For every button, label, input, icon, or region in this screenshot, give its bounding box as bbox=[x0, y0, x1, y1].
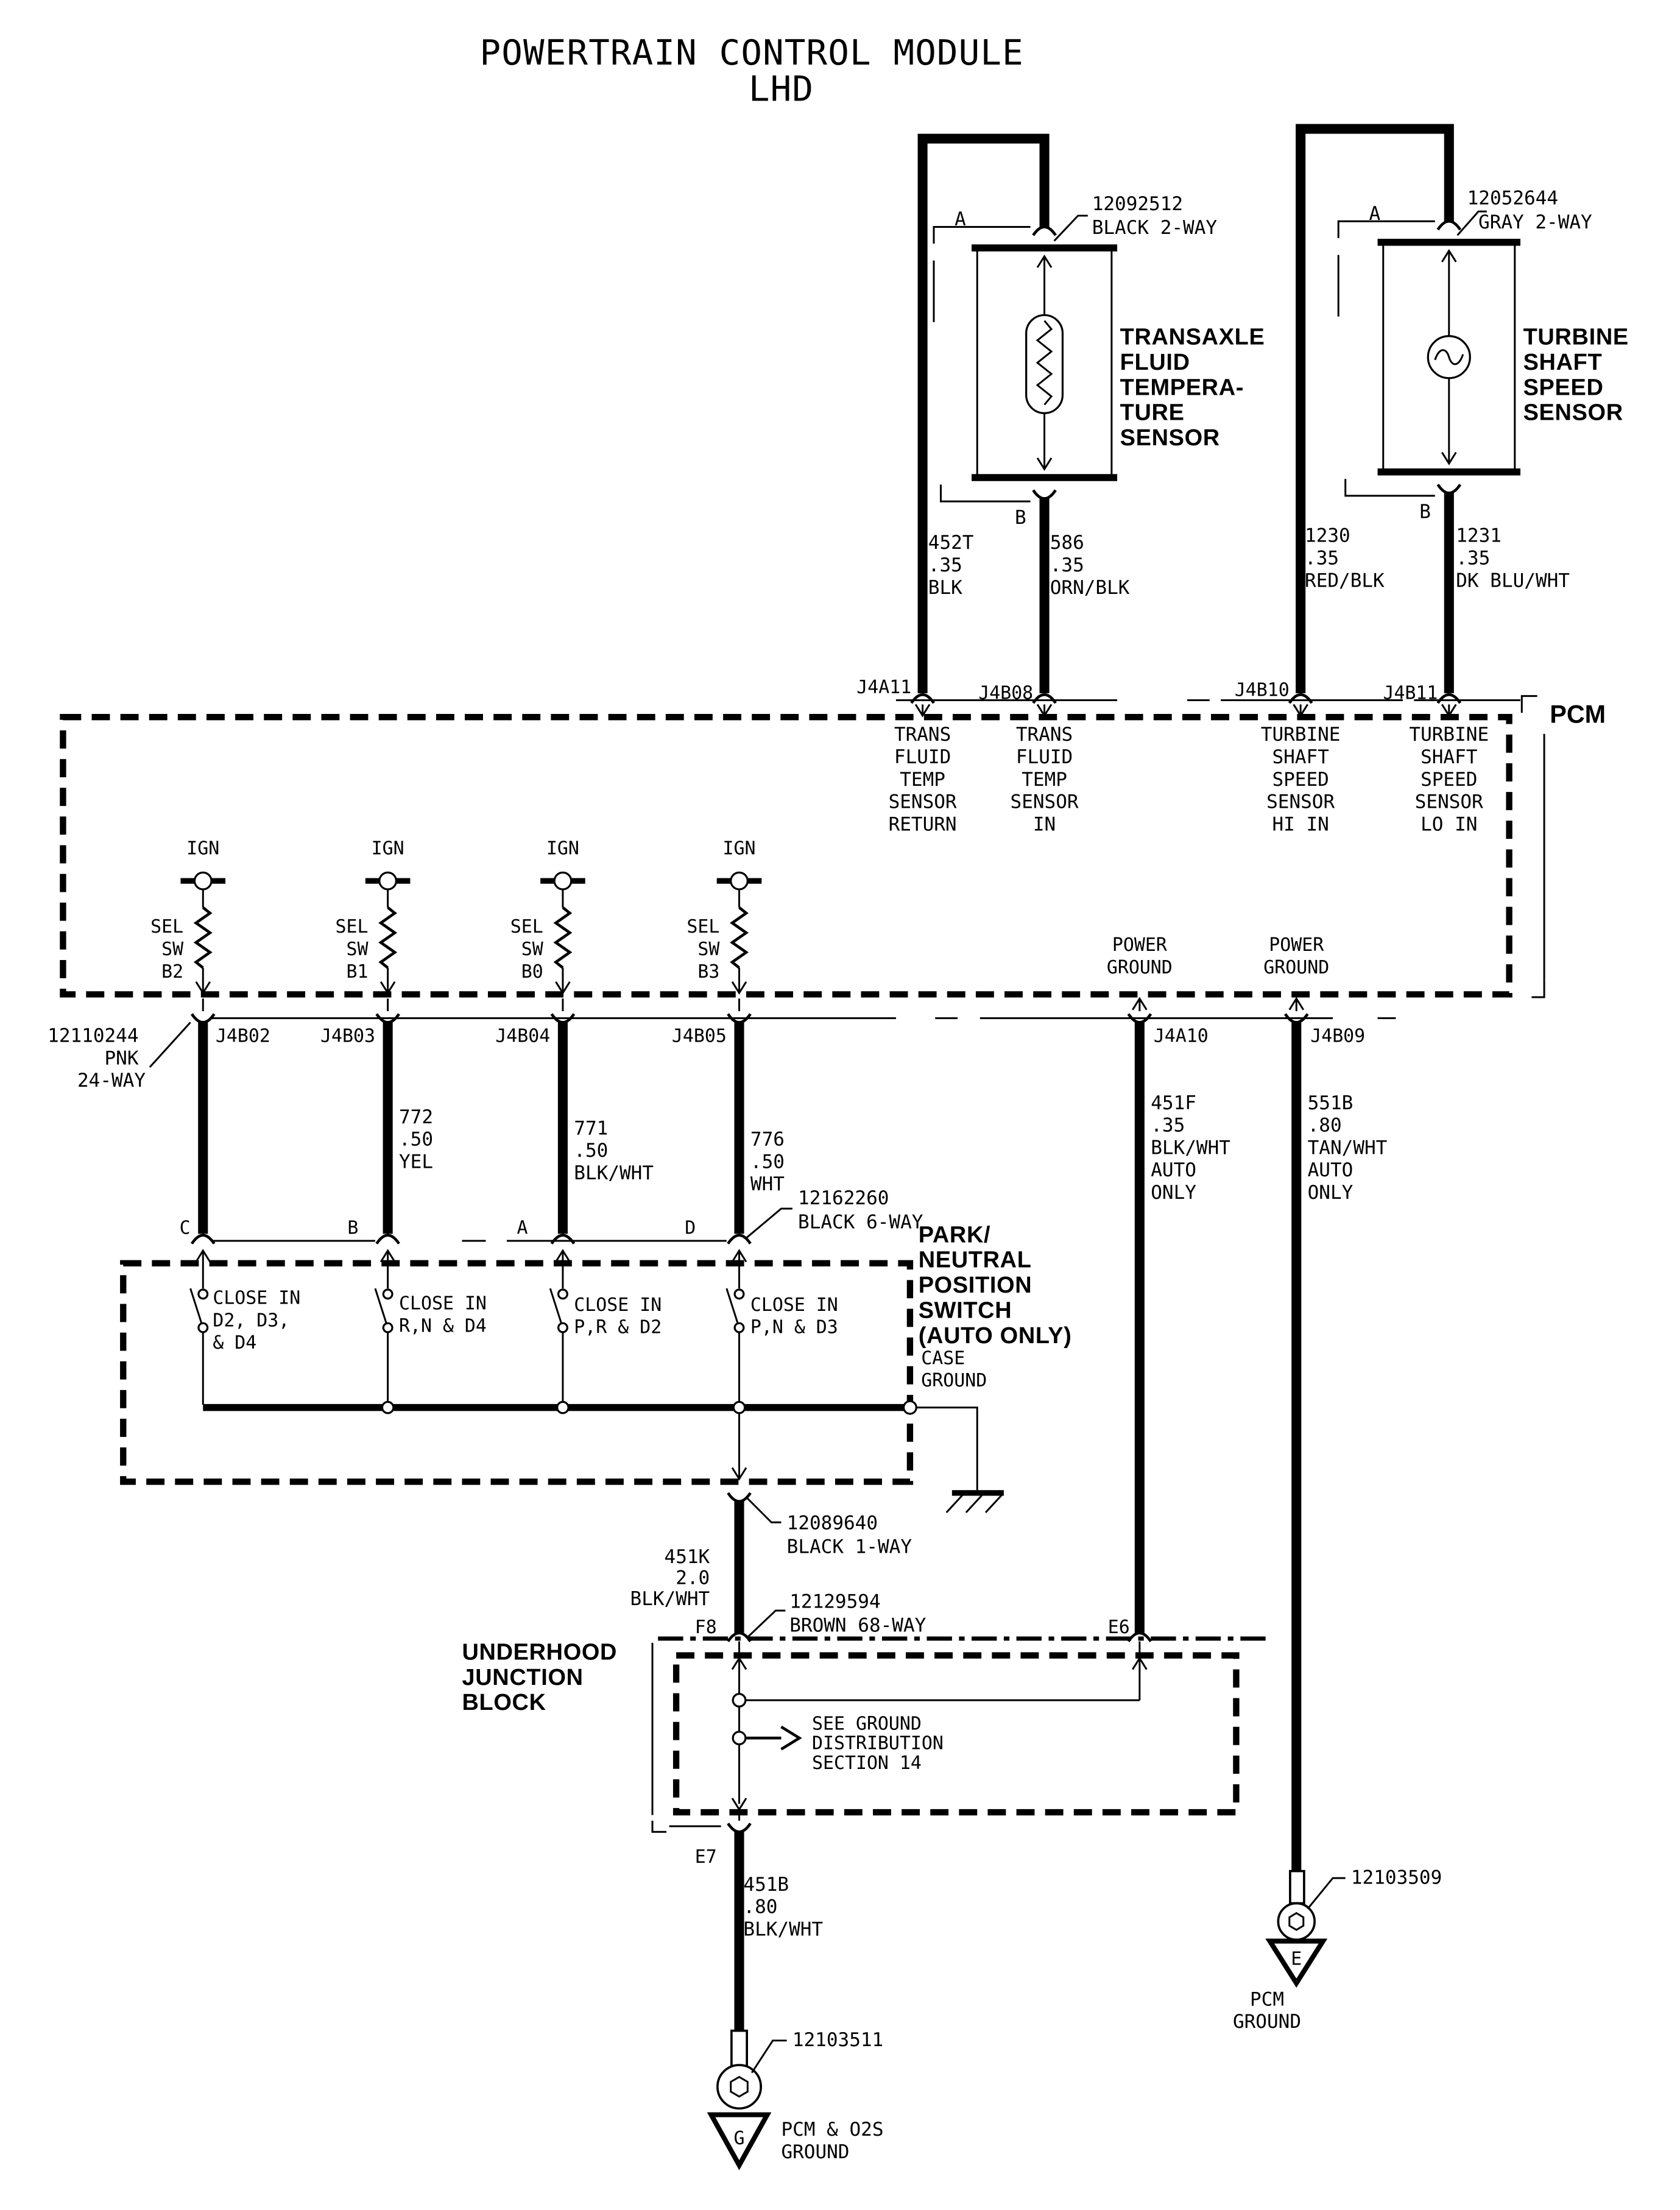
ground-g-id: G bbox=[733, 2127, 745, 2149]
ign-feed-icon bbox=[731, 872, 748, 889]
svg-text:SENSOR: SENSOR bbox=[1010, 791, 1079, 813]
svg-text:SHAFT: SHAFT bbox=[1272, 746, 1329, 769]
ign-pullup-columns bbox=[150, 838, 761, 993]
tft-pin-a: A bbox=[955, 208, 966, 231]
pin-j4b11: J4B11 bbox=[1383, 682, 1438, 704]
terminal-cup-icon bbox=[192, 1014, 214, 1023]
pnp-connector-desc: BLACK 6-WAY bbox=[798, 1211, 923, 1234]
svg-text:TURBINE: TURBINE bbox=[1260, 724, 1341, 746]
pin-j4b02: J4B02 bbox=[215, 1025, 270, 1047]
wire-label-1230: RED/BLK bbox=[1305, 570, 1385, 592]
svg-text:BLK/WHT: BLK/WHT bbox=[743, 1918, 824, 1941]
svg-text:24-WAY: 24-WAY bbox=[77, 1070, 146, 1092]
harness-connector-label bbox=[48, 1022, 190, 1092]
svg-text:DISTRIBUTION: DISTRIBUTION bbox=[812, 1732, 944, 1754]
svg-text:UNDERHOOD: UNDERHOOD bbox=[462, 1639, 618, 1665]
wire-label-452t: 452T bbox=[928, 532, 974, 554]
svg-text:451B: 451B bbox=[743, 1873, 789, 1896]
ground-e-part: 12103509 bbox=[1350, 1866, 1442, 1889]
svg-text:CASE: CASE bbox=[921, 1347, 965, 1369]
page-subtitle: LHD bbox=[748, 68, 814, 110]
tft-name: SENSOR bbox=[1120, 425, 1220, 451]
svg-text:POWER: POWER bbox=[1269, 934, 1324, 956]
leader-line bbox=[747, 1499, 781, 1522]
thermistor-icon bbox=[1026, 315, 1063, 413]
svg-text:BLOCK: BLOCK bbox=[462, 1690, 546, 1716]
ujb-connector-desc: BROWN 68-WAY bbox=[789, 1614, 926, 1637]
terminal-cup-icon bbox=[1438, 694, 1460, 703]
tft-name: TURE bbox=[1120, 400, 1185, 426]
svg-text:JUNCTION: JUNCTION bbox=[462, 1664, 584, 1690]
case-ground-line bbox=[917, 1408, 977, 1491]
splice-part: 12089640 bbox=[786, 1512, 878, 1534]
svg-text:SENSOR: SENSOR bbox=[888, 791, 957, 813]
svg-text:ONLY: ONLY bbox=[1151, 1182, 1196, 1204]
svg-text:SW: SW bbox=[521, 938, 543, 960]
underhood-junction-block bbox=[462, 1587, 1267, 1868]
arrow-right-icon bbox=[781, 1727, 799, 1749]
ign-label: IGN bbox=[722, 838, 756, 860]
pin-f8: F8 bbox=[694, 1616, 717, 1638]
svg-text:451K: 451K bbox=[664, 1545, 710, 1568]
pcm-module bbox=[63, 717, 1509, 994]
svg-text:YEL: YEL bbox=[399, 1151, 434, 1173]
pin-j4b09: J4B09 bbox=[1310, 1025, 1366, 1047]
junction-icon bbox=[382, 1402, 393, 1413]
pin-b: B bbox=[347, 1217, 359, 1239]
ign-feed-icon bbox=[554, 872, 571, 889]
contact-icon bbox=[735, 1323, 744, 1332]
wire-label-452t: .35 bbox=[928, 554, 962, 577]
svg-text:NEUTRAL: NEUTRAL bbox=[918, 1247, 1032, 1273]
svg-text:FLUID: FLUID bbox=[1015, 746, 1073, 769]
svg-text:POWER: POWER bbox=[1112, 934, 1167, 956]
svg-text:551B: 551B bbox=[1307, 1092, 1354, 1114]
svg-text:PNK: PNK bbox=[104, 1047, 139, 1070]
ujb-box bbox=[676, 1656, 1236, 1813]
svg-text:.35: .35 bbox=[1151, 1114, 1185, 1137]
svg-text:GROUND: GROUND bbox=[1232, 2011, 1302, 2033]
svg-text:451F: 451F bbox=[1151, 1092, 1196, 1114]
pcm-bracket bbox=[1522, 696, 1537, 713]
svg-text:PCM: PCM bbox=[1249, 1988, 1285, 2011]
contact-icon bbox=[199, 1290, 208, 1299]
svg-text:.50: .50 bbox=[750, 1151, 785, 1173]
svg-text:CLOSE IN: CLOSE IN bbox=[574, 1294, 662, 1316]
svg-text:WHT: WHT bbox=[750, 1173, 785, 1196]
tft-pin-b: B bbox=[1014, 506, 1026, 529]
svg-text:GROUND: GROUND bbox=[781, 2141, 850, 2163]
svg-text:TRANS: TRANS bbox=[894, 724, 951, 746]
svg-text:ONLY: ONLY bbox=[1307, 1182, 1354, 1204]
junction-icon bbox=[733, 1732, 746, 1745]
ign-feed-icon bbox=[379, 872, 397, 889]
svg-text:SECTION 14: SECTION 14 bbox=[812, 1752, 922, 1774]
leader-line bbox=[746, 1209, 792, 1238]
svg-text:772: 772 bbox=[399, 1106, 434, 1128]
ring-terminal-icon bbox=[1278, 1871, 1315, 1940]
svg-text:RETURN: RETURN bbox=[888, 813, 957, 836]
svg-text:.80: .80 bbox=[1307, 1114, 1342, 1137]
resistor-icon bbox=[556, 908, 570, 968]
bracket bbox=[941, 484, 1030, 501]
junction-icon bbox=[557, 1402, 568, 1413]
splice-desc: BLACK 1-WAY bbox=[786, 1536, 912, 1558]
resistor-icon bbox=[381, 908, 395, 968]
leader-line bbox=[747, 1611, 785, 1637]
svg-text:AUTO: AUTO bbox=[1307, 1159, 1354, 1182]
pin-j4b10: J4B10 bbox=[1234, 679, 1290, 701]
svg-text:AUTO: AUTO bbox=[1151, 1159, 1196, 1182]
svg-text:TRANS: TRANS bbox=[1015, 724, 1073, 746]
svg-text:TEMP: TEMP bbox=[900, 768, 945, 791]
power-ground-labels bbox=[1107, 934, 1329, 978]
bracket bbox=[652, 1821, 666, 1832]
wire-label-1230: 1230 bbox=[1305, 524, 1350, 547]
contact-icon bbox=[199, 1323, 208, 1332]
pin-c: C bbox=[179, 1217, 191, 1239]
case-ground-node bbox=[904, 1401, 917, 1414]
svg-text:SENSOR: SENSOR bbox=[1266, 791, 1335, 813]
wire-label-1231: DK BLU/WHT bbox=[1456, 570, 1570, 592]
svg-text:SEE GROUND: SEE GROUND bbox=[812, 1713, 922, 1735]
svg-text:P,R & D2: P,R & D2 bbox=[574, 1316, 662, 1338]
svg-text:PCM & O2S: PCM & O2S bbox=[781, 2119, 884, 2141]
pcm-label: PCM bbox=[1550, 700, 1606, 729]
terminal-cup-icon bbox=[1033, 694, 1056, 703]
tss-name: SENSOR bbox=[1523, 400, 1623, 426]
svg-text:IN: IN bbox=[1032, 813, 1056, 836]
svg-text:SHAFT: SHAFT bbox=[1421, 746, 1478, 769]
tft-name: TEMPERA- bbox=[1120, 375, 1244, 401]
pin-d: D bbox=[685, 1217, 696, 1239]
pnp-switch bbox=[123, 1187, 1071, 1513]
ground-g-circuit bbox=[711, 1830, 884, 2165]
svg-text:R,N & D4: R,N & D4 bbox=[399, 1315, 487, 1337]
mid-wires bbox=[203, 1022, 1387, 1874]
svg-text:SENSOR: SENSOR bbox=[1414, 791, 1483, 813]
svg-text:SW: SW bbox=[346, 938, 369, 960]
contact-icon bbox=[559, 1290, 568, 1299]
svg-text:POSITION: POSITION bbox=[918, 1273, 1032, 1299]
svg-text:SW: SW bbox=[161, 938, 184, 960]
svg-text:PARK/: PARK/ bbox=[918, 1222, 991, 1248]
svg-text:SEL: SEL bbox=[686, 916, 720, 938]
svg-text:TAN/WHT: TAN/WHT bbox=[1307, 1137, 1388, 1159]
terminal-cup-icon bbox=[192, 1235, 214, 1244]
tft-name: FLUID bbox=[1120, 349, 1190, 375]
tss-pin-b: B bbox=[1419, 501, 1431, 523]
leader-line bbox=[1308, 1878, 1346, 1909]
svg-text:CLOSE IN: CLOSE IN bbox=[399, 1293, 487, 1315]
terminal-cup-icon bbox=[552, 1235, 574, 1244]
wire-label-452t: BLK bbox=[928, 576, 962, 599]
tss-name: SPEED bbox=[1523, 375, 1604, 401]
svg-text:BLK/WHT: BLK/WHT bbox=[630, 1587, 710, 1610]
pin-j4b04: J4B04 bbox=[495, 1025, 551, 1047]
svg-text:.50: .50 bbox=[574, 1140, 609, 1162]
svg-text:BLK/WHT: BLK/WHT bbox=[1151, 1137, 1230, 1159]
tft-connector-part: 12092512 bbox=[1092, 192, 1184, 215]
svg-text:D2, D3,: D2, D3, bbox=[213, 1310, 290, 1332]
svg-text:B1: B1 bbox=[346, 961, 369, 983]
ground-g-part: 12103511 bbox=[792, 2028, 884, 2052]
svg-text:TURBINE: TURBINE bbox=[1409, 724, 1489, 746]
svg-text:CLOSE IN: CLOSE IN bbox=[750, 1294, 838, 1316]
diagram-title bbox=[480, 32, 1024, 110]
pnp-connector-part: 12162260 bbox=[798, 1187, 889, 1210]
tss-connector-part: 12052644 bbox=[1467, 187, 1559, 210]
svg-text:2.0: 2.0 bbox=[676, 1567, 710, 1589]
leader-line bbox=[752, 2041, 786, 2073]
svg-text:& D4: & D4 bbox=[213, 1332, 257, 1354]
svg-text:776: 776 bbox=[750, 1128, 785, 1151]
chassis-ground-icon bbox=[947, 1493, 1004, 1513]
ign-feed-icon bbox=[194, 872, 211, 889]
terminal-cup-icon bbox=[1290, 694, 1312, 703]
terminal-cup-icon bbox=[911, 694, 934, 703]
tss-name: TURBINE bbox=[1523, 324, 1629, 350]
bracket bbox=[934, 227, 1031, 244]
wire-label-1231: .35 bbox=[1456, 547, 1491, 570]
ground-e-id: E bbox=[1291, 1948, 1302, 1970]
pin-j4a10: J4A10 bbox=[1153, 1025, 1209, 1047]
tss-name: SHAFT bbox=[1523, 349, 1603, 375]
svg-text:GROUND: GROUND bbox=[1106, 956, 1173, 978]
wire-label-1230: .35 bbox=[1305, 547, 1339, 570]
pcm-pin-functions bbox=[889, 724, 1489, 835]
ground-e-circuit bbox=[1233, 1866, 1442, 2033]
svg-text:P,N & D3: P,N & D3 bbox=[750, 1316, 838, 1338]
svg-text:771: 771 bbox=[574, 1117, 609, 1140]
ujb-connector-part: 12129594 bbox=[789, 1590, 881, 1613]
wire-452t-loop bbox=[923, 139, 1045, 693]
pin-j4b08: J4B08 bbox=[978, 682, 1034, 704]
svg-text:TEMP: TEMP bbox=[1022, 768, 1067, 791]
page-title: POWERTRAIN CONTROL MODULE bbox=[479, 32, 1024, 73]
pin-e6: E6 bbox=[1107, 1616, 1130, 1638]
svg-text:GROUND: GROUND bbox=[921, 1370, 987, 1392]
pin-e7: E7 bbox=[694, 1846, 717, 1868]
svg-text:B2: B2 bbox=[161, 961, 184, 983]
pcm-bracket bbox=[1531, 980, 1544, 997]
ign-label: IGN bbox=[186, 838, 220, 860]
terminal-cup-icon bbox=[728, 1493, 750, 1502]
svg-text:.50: .50 bbox=[399, 1128, 434, 1151]
tss-sensor-circuit bbox=[1301, 129, 1629, 694]
leader-line bbox=[1054, 216, 1088, 241]
svg-text:SPEED: SPEED bbox=[1421, 768, 1478, 791]
wire-label-586: 586 bbox=[1050, 532, 1084, 554]
tft-name: TRANSAXLE bbox=[1120, 324, 1265, 350]
pin-j4b05: J4B05 bbox=[671, 1025, 727, 1047]
contact-icon bbox=[559, 1323, 568, 1332]
svg-text:12110244: 12110244 bbox=[48, 1025, 139, 1047]
leader-line bbox=[150, 1022, 191, 1067]
svg-text:SWITCH: SWITCH bbox=[918, 1297, 1012, 1324]
svg-text:BLK/WHT: BLK/WHT bbox=[574, 1162, 654, 1184]
contact-icon bbox=[735, 1290, 744, 1299]
svg-text:(AUTO ONLY): (AUTO ONLY) bbox=[918, 1322, 1072, 1349]
pin-j4a11: J4A11 bbox=[856, 677, 912, 699]
contact-icon bbox=[383, 1290, 392, 1299]
pin-j4b03: J4B03 bbox=[320, 1025, 375, 1047]
svg-text:B0: B0 bbox=[521, 961, 543, 983]
svg-text:GROUND: GROUND bbox=[1263, 956, 1330, 978]
ign-label: IGN bbox=[371, 838, 404, 860]
svg-text:FLUID: FLUID bbox=[894, 746, 951, 769]
terminal-cup-icon bbox=[376, 1235, 399, 1244]
switch-contacts bbox=[191, 1251, 838, 1405]
svg-text:SEL: SEL bbox=[335, 916, 369, 938]
svg-text:SEL: SEL bbox=[510, 916, 543, 938]
pcm-bottom-connector bbox=[48, 998, 1396, 1092]
tft-sensor-circuit bbox=[923, 139, 1265, 693]
tss-pin-a: A bbox=[1369, 202, 1381, 225]
terminal-cup-icon bbox=[1033, 227, 1056, 235]
terminal-cup-icon bbox=[1438, 221, 1460, 230]
pcm-top-connector bbox=[856, 677, 1606, 997]
junction-icon bbox=[733, 1402, 744, 1413]
resistor-icon bbox=[196, 908, 210, 968]
tft-connector-desc: BLACK 2-WAY bbox=[1092, 216, 1218, 239]
svg-text:HI IN: HI IN bbox=[1272, 813, 1329, 836]
junction-icon bbox=[733, 1694, 746, 1707]
bracket bbox=[1346, 479, 1435, 496]
wire-label-1231: 1231 bbox=[1456, 524, 1502, 547]
resistor-icon bbox=[732, 908, 746, 968]
svg-text:SW: SW bbox=[697, 938, 720, 960]
contact-icon bbox=[383, 1323, 392, 1332]
svg-text:LO IN: LO IN bbox=[1421, 813, 1478, 836]
svg-text:SPEED: SPEED bbox=[1272, 768, 1329, 791]
svg-text:SEL: SEL bbox=[150, 916, 184, 938]
svg-text:B3: B3 bbox=[697, 961, 720, 983]
wire-label-586: .35 bbox=[1050, 554, 1084, 577]
pin-a: A bbox=[517, 1217, 528, 1239]
svg-text:CLOSE IN: CLOSE IN bbox=[213, 1287, 301, 1309]
bracket bbox=[1338, 221, 1435, 238]
stub-lines bbox=[203, 998, 1303, 1011]
ign-label: IGN bbox=[546, 838, 579, 860]
tss-connector-desc: GRAY 2-WAY bbox=[1478, 211, 1592, 233]
wire-label-586: ORN/BLK bbox=[1050, 576, 1130, 599]
svg-text:.80: .80 bbox=[743, 1896, 778, 1918]
